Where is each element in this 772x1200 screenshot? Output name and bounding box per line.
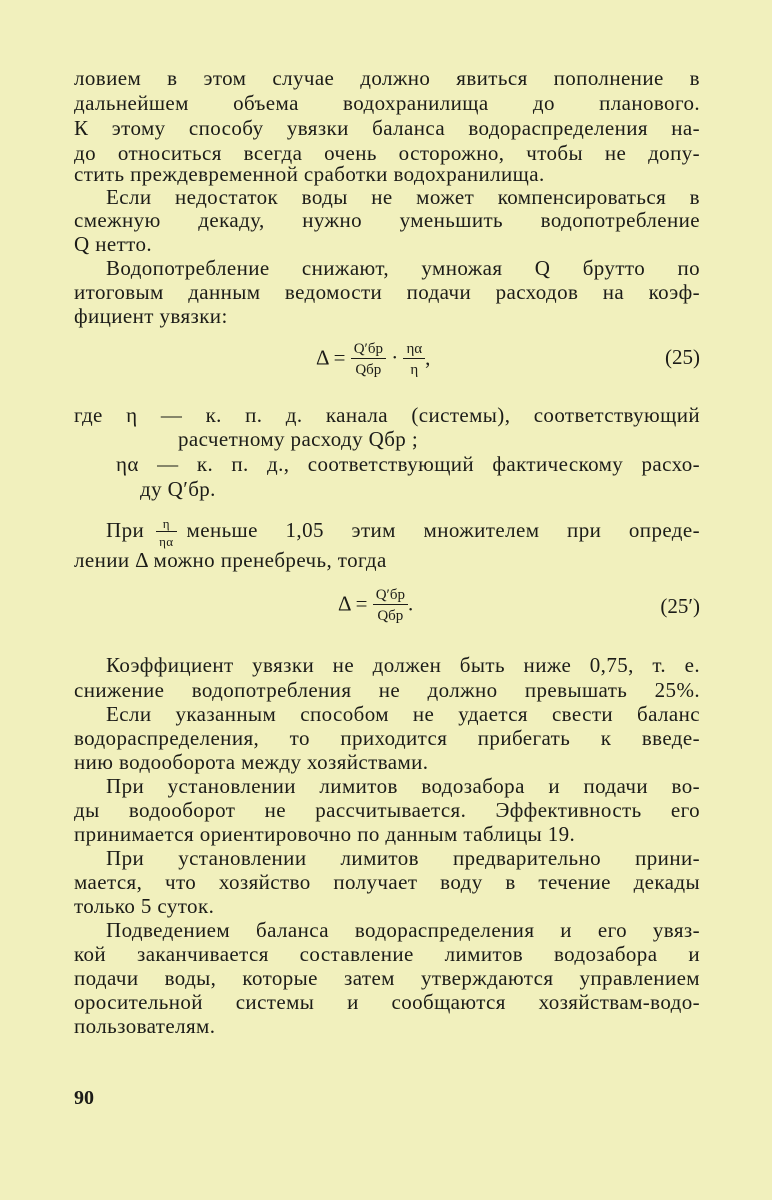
text-line: При установлении лимитов предварительно прини- [106, 846, 700, 870]
text-line: дальнейшем объема водохранилища до планового. [74, 91, 700, 115]
fraction-numerator: Q′бр [351, 340, 386, 359]
text-line: ду Q′бр. [140, 477, 216, 501]
text-line: где η — к. п. д. канала (системы), соответствующий [74, 403, 700, 427]
text-line: Коэффициент увязки не должен быть ниже 0,75, т. е. [106, 653, 700, 677]
fraction [373, 586, 408, 625]
text-line: смежную декаду, нужно уменьшить водопотребление [74, 208, 700, 232]
text-line: оросительной системы и сообщаются хозяйствам-водо- [74, 990, 700, 1014]
text-line: Если указанным способом не удается свести баланс [106, 702, 700, 726]
text-line: водораспределения, то приходится прибегать к введе- [74, 726, 700, 750]
fraction-numerator: Q′бр [373, 586, 408, 605]
fraction-denominator: η [410, 362, 419, 378]
text-line: фициент увязки: [74, 304, 228, 328]
equation-number: (25′) [660, 594, 700, 618]
formula-dot: · [391, 345, 399, 370]
text-line: Подведением баланса водораспределения и его увяз- [106, 918, 700, 942]
formula-25-prime [338, 586, 413, 625]
text-line: Q нетто. [74, 232, 153, 256]
text-line: стить преждевременной сработки водохранилища. [74, 162, 545, 186]
text-line: К этому способу увязки баланса водораспределения на- [74, 116, 700, 140]
fraction [403, 340, 425, 379]
text-run: меньше 1,05 этим множителем при опреде- [186, 517, 700, 542]
fraction [351, 340, 386, 379]
text-line: принимается ориентировочно по данным таблицы 19. [74, 822, 576, 846]
fraction-denominator: Qбр [355, 362, 382, 378]
fraction-numerator: η [156, 516, 176, 532]
text-line: лении Δ можно пренебречь, тогда [74, 548, 387, 572]
text-line: При установлении лимитов водозабора и подачи во- [106, 774, 700, 798]
text-line: Если недостаток воды не может компенсироваться в [106, 185, 700, 209]
text-line: ловием в этом случае должно явиться пополнение в [74, 66, 700, 90]
text-line: снижение водопотребления не должно превышать 25%. [74, 678, 700, 702]
text-line: до относиться всегда очень осторожно, чтобы не допу- [74, 141, 700, 165]
formula-tail: , [425, 345, 431, 370]
fraction-numerator: ηα [403, 340, 425, 359]
equation-number: (25) [665, 345, 700, 369]
formula-lhs: Δ = [338, 591, 368, 616]
text-line: ды водооборот не рассчитывается. Эффективность его [74, 798, 700, 822]
text-line [106, 513, 700, 549]
formula-lhs: Δ = [316, 345, 346, 370]
text-line: кой заканчивается составление лимитов водозабора и [74, 942, 700, 966]
text-line: пользователям. [74, 1014, 216, 1038]
text-line: нию водооборота между хозяйствами. [74, 750, 429, 774]
fraction-denominator: ηα [159, 534, 174, 549]
formula-25 [316, 340, 430, 379]
inline-fraction [156, 516, 176, 549]
page-number: 90 [74, 1087, 94, 1109]
text-line: только 5 суток. [74, 894, 215, 918]
text-line: Водопотребление снижают, умножая Q брутто по [106, 256, 700, 280]
text-line: ηα — к. п. д., соответствующий фактическому расхо- [116, 452, 700, 476]
text-run: При [106, 517, 145, 542]
fraction-denominator: Qбр [377, 608, 404, 624]
text-line: итоговым данным ведомости подачи расходов на коэф- [74, 280, 700, 304]
text-line: расчетному расходу Qбр ; [178, 427, 419, 451]
formula-tail: . [407, 591, 414, 616]
text-line: подачи воды, которые затем утверждаются управлением [74, 966, 700, 990]
text-line: мается, что хозяйство получает воду в течение декады [74, 870, 700, 894]
